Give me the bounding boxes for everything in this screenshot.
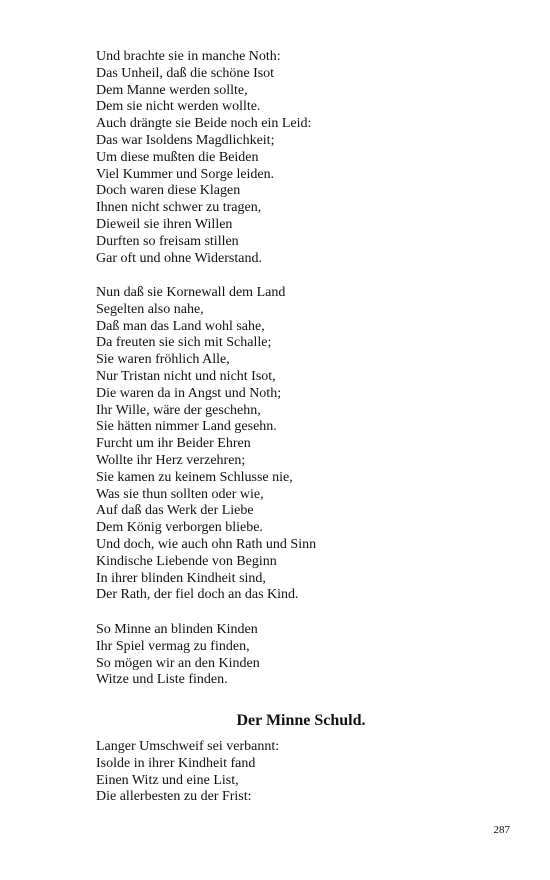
stanza-2	[96, 285, 516, 604]
verse-line: Viel Kummer und Sorge leiden.	[96, 166, 275, 182]
verse-line: Der Rath, der fiel doch an das Kind.	[96, 587, 299, 603]
verse-line: Kindische Liebende von Beginn	[96, 553, 277, 569]
verse-line: Doch waren diese Klagen	[96, 183, 241, 199]
verse-line: Dem sie nicht werden wollte.	[96, 99, 261, 115]
verse-line: Und brachte sie in manche Noth:	[96, 49, 281, 64]
verse-line: Einen Witz und eine List,	[96, 772, 239, 788]
verse-line: Dem Manne werden sollte,	[96, 82, 248, 98]
verse-line: In ihrer blinden Kindheit sind,	[96, 570, 266, 586]
verse-line: Ihr Spiel vermag zu finden,	[96, 638, 250, 654]
verse-line: Langer Umschweif sei verbannt:	[96, 739, 280, 754]
stanza-3	[96, 622, 516, 689]
verse-line: Nur Tristan nicht und nicht Isot,	[96, 368, 276, 384]
verse-line: Das war Isoldens Magdlichkeit;	[96, 132, 275, 148]
verse-line: Wollte ihr Herz verzehren;	[96, 452, 246, 468]
section-heading: Der Minne Schuld.	[236, 712, 366, 729]
verse-line: Gar oft und ohne Widerstand.	[96, 250, 262, 266]
verse-line: Auch drängte sie Beide noch ein Leid:	[96, 116, 312, 132]
verse-line: Auf daß das Werk der Liebe	[96, 503, 254, 519]
stanza-4	[96, 739, 516, 806]
verse-line: Sie waren fröhlich Alle,	[96, 352, 230, 368]
verse-line: Ihr Wille, wäre der geschehn,	[96, 402, 261, 418]
verse-line: Nun daß sie Kornewall dem Land	[96, 285, 286, 300]
verse-line: Durften so freisam stillen	[96, 233, 239, 249]
verse-line: Die allerbesten zu der Frist:	[96, 789, 252, 805]
verse-line: Sie hätten nimmer Land gesehn.	[96, 419, 277, 435]
verse-line: Dieweil sie ihren Willen	[96, 216, 233, 232]
verse-line: Und doch, wie auch ohn Rath und Sinn	[96, 536, 317, 552]
verse-line: Was sie thun sollten oder wie,	[96, 486, 264, 502]
verse-line: Furcht um ihr Beider Ehren	[96, 436, 251, 452]
verse-line: So Minne an blinden Kinden	[96, 622, 258, 637]
verse-line: Dem König verborgen bliebe.	[96, 520, 263, 536]
verse-line: Ihnen nicht schwer zu tragen,	[96, 200, 262, 216]
verse-line: Daß man das Land wohl sahe,	[96, 318, 265, 334]
page-number: 287	[493, 824, 510, 836]
verse-line: Die waren da in Angst und Noth;	[96, 385, 282, 401]
verse-line: Sie kamen zu keinem Schlusse nie,	[96, 469, 293, 485]
verse-line: Witze und Liste finden.	[96, 672, 228, 688]
verse-line: Segelten also nahe,	[96, 301, 204, 317]
verse-line: Um diese mußten die Beiden	[96, 149, 259, 165]
verse-line: Da freuten sie sich mit Schalle;	[96, 335, 272, 351]
verse-line: Isolde in ihrer Kindheit fand	[96, 755, 256, 771]
verse-line: Das Unheil, daß die schöne Isot	[96, 65, 275, 81]
verse-line: So mögen wir an den Kinden	[96, 655, 260, 671]
stanza-1	[96, 49, 516, 267]
